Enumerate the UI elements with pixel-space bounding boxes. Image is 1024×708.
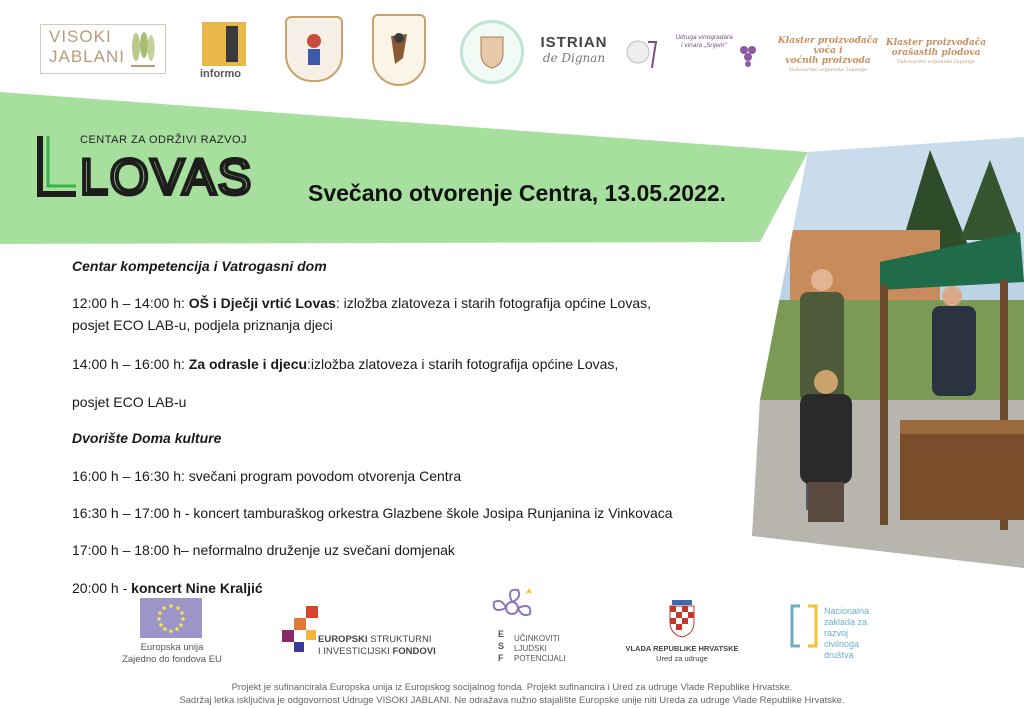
- section-heading-1: Centar kompetencija i Vatrogasni dom: [72, 258, 327, 274]
- logo-text: Klaster proizvođača: [777, 36, 879, 46]
- klaster-voca-logo: [776, 36, 880, 74]
- funding-note: Projekt je sufinancirala Europska unija iz Europskog socijalnog fonda. Projekt sufinancira i Ured za udruge Vlade Republike Hrvatske.: [231, 682, 793, 693]
- municipality-seal-icon: [460, 20, 524, 84]
- eu-flag-icon: [140, 598, 202, 638]
- program-item-2-cont: posjet ECO LAB-u: [72, 394, 187, 410]
- nazionalna-zaklada-icon: [790, 604, 818, 648]
- poplar-trees-icon: [129, 31, 157, 69]
- esf-pinwheel-icon: [484, 584, 540, 632]
- esif-caption: EUROPSKI STRUKTURNI I INVESTICIJSKI FONDOVI: [318, 634, 436, 657]
- program-item-1-cont: posjet ECO LAB-u, podjela priznanja djeci: [72, 317, 333, 333]
- nazionalna-caption: Nacionalna zaklada za razvoj civilnoga društva: [824, 606, 870, 660]
- grapes-icon: [736, 42, 760, 68]
- visoki-jablani-logo: [40, 24, 166, 74]
- program-item-1: 12:00 h – 14:00 h: OŠ i Dječji vrtić Lovas: izložba zlatoveza i starih fotografija općine Lovas,: [72, 295, 651, 311]
- udruga-vinogradara-logo: [626, 34, 760, 74]
- brand-tagline: CENTAR ZA ODRŽIVI RAZVOJ: [80, 134, 248, 146]
- program-item-5: 17:00 h – 18:00 h– neformalno druženje uz svečani domjenak: [72, 542, 455, 558]
- esf-letters: ESF: [498, 629, 505, 663]
- logo-text: voća i: [813, 46, 843, 56]
- logo-text: Klaster proizvođača: [885, 38, 987, 48]
- logo-text: VISOKI: [49, 27, 112, 46]
- logo-text: Vukovarsko-srijemske županije: [788, 67, 868, 73]
- section-heading-2: Dvorište Doma kulture: [72, 430, 222, 446]
- logo-text: voćnih proizvoda: [785, 56, 871, 66]
- croatia-coat-of-arms-icon: [668, 600, 696, 638]
- eu-caption: Europska unija Zajedno do fondova EU: [122, 642, 222, 665]
- informo-logo: [200, 22, 250, 80]
- logo-text: orašastih plodova: [891, 48, 981, 58]
- logo-text: JABLANI: [49, 47, 125, 66]
- istrian-logo: [540, 34, 608, 74]
- logo-text: informo: [200, 68, 241, 80]
- logo-text: ISTRIAN: [540, 34, 608, 51]
- wine-glass-icon: [626, 38, 666, 72]
- esf-caption: UČINKOVITI LJUDSKI POTENCIJALI: [514, 634, 566, 663]
- brand-name: LOVAS: [80, 149, 254, 202]
- program-item-4: 16:30 h – 17:00 h - koncert tamburaškog orkestra Glazbene škole Josipa Runjanina iz Vinkovaca: [72, 505, 673, 521]
- logo-text: Udruga vinogradara i vinara „Srijem": [675, 34, 733, 49]
- logo-text: de Dignan: [542, 51, 606, 65]
- event-title: Svečano otvorenje Centra, 13.05.2022.: [308, 180, 727, 206]
- program-item-3: 16:00 h – 16:30 h: svečani program povodom otvorenja Centra: [72, 468, 462, 484]
- klaster-orasastih-logo: [884, 38, 988, 66]
- disclaimer-note: Sadržaj letka isključiva je odgovornost Udruge VISOKI JABLANI. Ne odražava nužno stajalište Europske unije niti Ureda za udruge Vlade Republike Hrvatske.: [179, 695, 845, 706]
- coat-of-arms-icon: [285, 16, 343, 82]
- logo-text: Vukovarsko-srijemske županije: [896, 59, 976, 65]
- vlada-caption: VLADA REPUBLIKE HRVATSKE Ured za udruge: [625, 644, 739, 663]
- partner-logos: [0, 0, 1024, 92]
- lovas-logo: [36, 132, 256, 202]
- program-item-6: 20:00 h - koncert Nine Kraljić: [72, 580, 263, 596]
- program-item-2: 14:00 h – 16:00 h: Za odrasle i djecu:izložba zlatoveza i starih fotografija općine Lovas,: [72, 356, 619, 372]
- lovas-coat-of-arms-icon: [372, 14, 426, 86]
